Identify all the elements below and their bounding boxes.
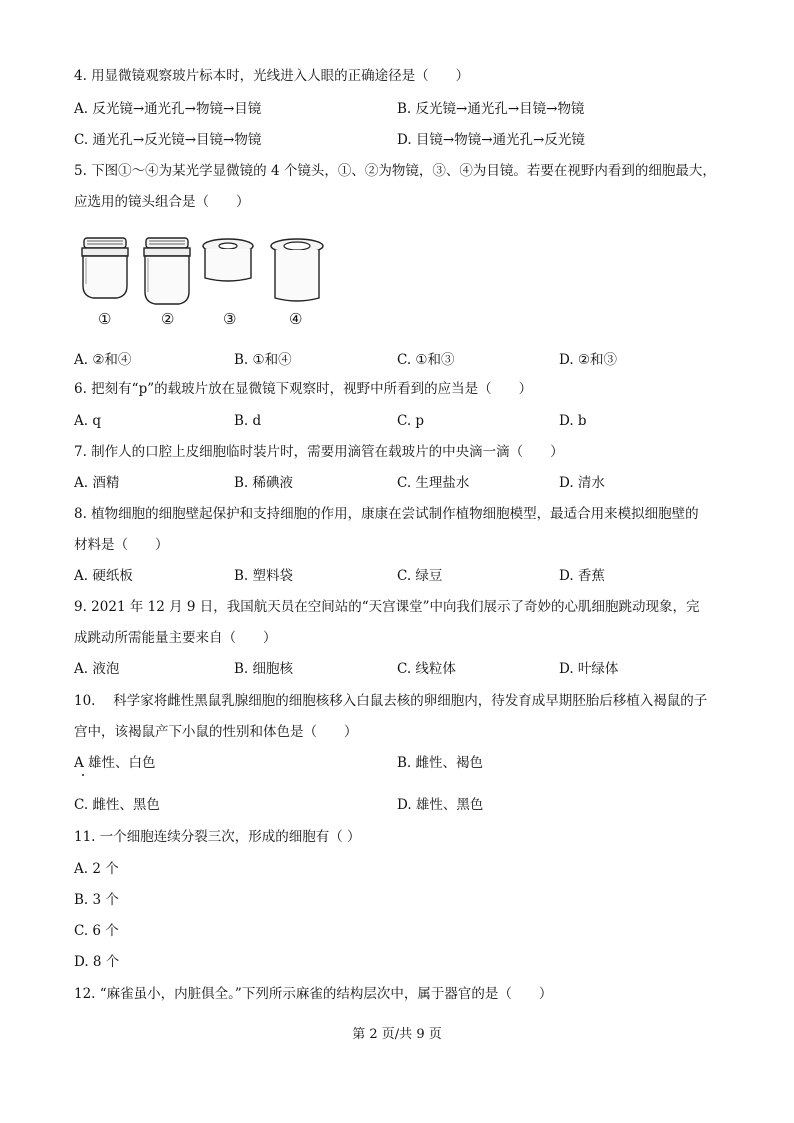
q11-stem: 11. 一个细胞连续分裂三次，形成的细胞有（ ）	[74, 829, 361, 845]
objective-lens-long-icon	[140, 236, 194, 308]
lens-label-4: ④	[289, 310, 303, 328]
q9-option-c: C. 线粒体	[397, 661, 456, 677]
q10-stem-line2: 宫中，该褐鼠产下小鼠的性别和体色是（ ）	[74, 724, 358, 740]
q11-option-c: C. 6 个	[74, 923, 119, 939]
q7-option-b: B. 稀碘液	[234, 475, 294, 491]
q11-option-b: B. 3 个	[74, 892, 119, 908]
eyepiece-short-icon	[200, 236, 256, 286]
microscope-lens-figure	[74, 232, 334, 332]
q6-option-b: B. d	[234, 413, 262, 429]
q5-stem-line2: 应选用的镜头组合是（ ）	[74, 194, 250, 210]
q8-option-a: A. 硬纸板	[74, 568, 133, 584]
q5-option-d: D. ②和③	[559, 352, 618, 368]
q9-option-a: A. 液泡	[74, 661, 120, 677]
q5-option-c: C. ①和③	[397, 352, 455, 368]
q9-option-d: D. 叶绿体	[559, 661, 619, 677]
q7-option-d: D. 清水	[559, 475, 605, 491]
scan-speck	[82, 774, 84, 776]
q10-option-b: B. 雌性、褐色	[397, 755, 484, 771]
q11-option-a: A. 2 个	[74, 861, 119, 877]
q7-stem: 7. 制作人的口腔上皮细胞临时装片时，需要用滴管在载玻片的中央滴一滴（ ）	[74, 444, 564, 460]
q5-option-a: A. ②和④	[74, 352, 132, 368]
q9-option-b: B. 细胞核	[234, 661, 294, 677]
q6-stem: 6. 把刻有“p”的载玻片放在显微镜下观察时，视野中所看到的应当是（ ）	[74, 381, 533, 397]
q10-option-d: D. 雄性、黑色	[397, 797, 484, 813]
q8-stem-line1: 8. 植物细胞的细胞壁起保护和支持细胞的作用，康康在尝试制作植物细胞模型，最适合用来模拟细胞壁的	[74, 506, 699, 522]
q4-option-c: C. 通光孔→反光镜→目镜→物镜	[74, 132, 262, 148]
q8-stem-line2: 材料是（ ）	[74, 537, 169, 553]
q10-option-a: A 雄性、白色	[74, 755, 156, 771]
q8-option-b: B. 塑料袋	[234, 568, 294, 584]
q10-option-c: C. 雌性、黑色	[74, 797, 160, 813]
q8-option-d: D. 香蕉	[559, 568, 605, 584]
lens-label-2: ②	[161, 310, 175, 328]
q6-option-a: A. q	[74, 413, 101, 429]
q11-option-d: D. 8 个	[74, 954, 120, 970]
q10-stem-line1: 10. 科学家将雌性黑鼠乳腺细胞的细胞核移入白鼠去核的卵细胞内，待发育成早期胚胎后移植入褐鼠的子	[74, 693, 708, 709]
q5-stem-line1: 5. 下图①～④为某光学显微镜的 4 个镜头，①、②为物镜，③、④为目镜。若要在视野内看到的细胞最大，	[74, 163, 716, 179]
q12-stem: 12. “麻雀虽小，内脏俱全。”下列所示麻雀的结构层次中，属于器官的是（ ）	[74, 986, 553, 1002]
page-footer: 第 2 页/共 9 页	[352, 1027, 442, 1042]
q4-stem: 4. 用显微镜观察玻片标本时，光线进入人眼的正确途径是（ ）	[74, 68, 470, 84]
objective-lens-short-icon	[78, 236, 132, 308]
q6-option-d: D. b	[559, 413, 587, 429]
lens-label-1: ①	[98, 310, 112, 328]
q6-option-c: C. p	[397, 413, 425, 429]
q5-option-b: B. ①和④	[234, 352, 292, 368]
q4-option-a: A. 反光镜→通光孔→物镜→目镜	[74, 101, 262, 117]
q7-option-c: C. 生理盐水	[397, 475, 470, 491]
lens-label-3: ③	[223, 310, 237, 328]
q9-stem-line1: 9. 2021 年 12 月 9 日，我国航天员在空间站的“天宫课堂”中向我们展示了奇妙的心肌细胞跳动现象，完	[74, 599, 700, 615]
q7-option-a: A. 酒精	[74, 475, 120, 491]
q8-option-c: C. 绿豆	[397, 568, 443, 584]
q9-stem-line2: 成跳动所需能量主要来自（ ）	[74, 630, 277, 646]
q4-option-d: D. 目镜→物镜→通光孔→反光镜	[397, 132, 585, 148]
eyepiece-long-icon	[268, 236, 326, 308]
q4-option-b: B. 反光镜→通光孔→目镜→物镜	[397, 101, 585, 117]
